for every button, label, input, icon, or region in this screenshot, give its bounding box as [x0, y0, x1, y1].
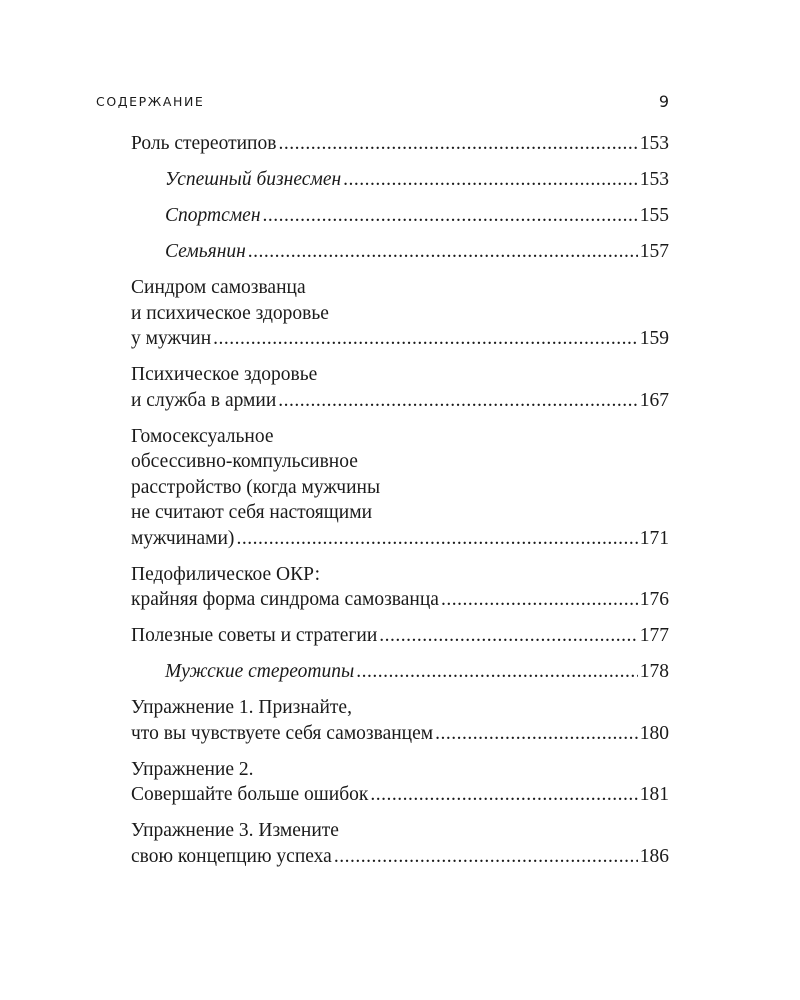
toc-entry-leader-row: [131, 721, 669, 747]
toc-entry: [131, 623, 669, 649]
toc-entry-leader-row: [131, 326, 669, 352]
toc-entry-title-line: Совершайте больше ошибок: [131, 784, 369, 805]
page-number: 9: [658, 91, 669, 111]
dot-leader: [278, 131, 637, 157]
toc-page-number: 155: [639, 205, 669, 226]
toc-entry-title-line: и служба в армии: [131, 389, 277, 411]
toc-entry-leader-row: [165, 167, 669, 193]
dot-leader: [379, 623, 637, 649]
section-title: СОДЕРЖАНИЕ: [96, 93, 205, 109]
toc-entry-title-line: свою концепцию успеха: [131, 845, 332, 867]
toc-entry-title-line: Семьянин: [165, 241, 246, 262]
toc-entry-leader-row: [165, 239, 669, 265]
toc-entry-leader-row: [131, 623, 669, 649]
dot-leader: [213, 326, 638, 352]
toc-entry: [131, 757, 669, 808]
toc-entry-title-line: Синдром самозванца: [131, 277, 306, 298]
toc-subentry: [131, 239, 669, 265]
toc-entry: [131, 562, 669, 613]
toc-entry-leader-row: [165, 203, 669, 229]
dot-leader: [356, 659, 638, 685]
toc-entry-leader-row: [131, 526, 669, 552]
toc-entry-leader-row: [131, 844, 669, 870]
toc-entry-title-line: Роль стереотипов: [131, 133, 277, 154]
toc-entry-title-line: мужчинами): [131, 527, 235, 549]
toc-subentry: [131, 659, 669, 685]
toc-page-number: 177: [639, 625, 669, 646]
dot-leader: [334, 844, 638, 870]
toc-entry-leader-row: [131, 587, 669, 613]
running-head: [96, 90, 669, 112]
toc-page-number: 178: [639, 661, 669, 682]
toc-subentry: [131, 203, 669, 229]
toc-page-number: 153: [639, 133, 669, 154]
toc-entry: [131, 818, 669, 869]
dot-leader: [343, 167, 638, 193]
toc-page-number: 159: [639, 328, 669, 349]
toc-entry-leader-row: [165, 659, 669, 685]
toc-page-number: 171: [639, 527, 669, 549]
dot-leader: [435, 721, 638, 747]
toc-page-number: 167: [639, 389, 669, 411]
dot-leader: [263, 203, 638, 229]
dot-leader: [278, 388, 637, 414]
toc-entry: [131, 131, 669, 157]
toc-subentry: [131, 167, 669, 193]
toc-entry-title-line: обсессивно-компульсивное: [131, 451, 358, 472]
toc-entry-title-line: у мужчин: [131, 328, 212, 349]
toc-entry-title-line: Гомосексуальное: [131, 425, 274, 447]
toc-entry-title-line: крайняя форма синдрома самозванца: [131, 589, 439, 610]
toc-entry-title-line: что вы чувствуете себя самозванцем: [131, 722, 434, 744]
toc-entry-title-line: Спортсмен: [165, 205, 261, 226]
toc-page-number: 186: [639, 845, 669, 867]
toc-page-number: 153: [639, 169, 669, 190]
toc-entry-title-line: и психическое здоровье: [131, 302, 329, 324]
toc-page-number: 176: [639, 589, 669, 610]
toc-entry-title-line: расстройство (когда мужчины: [131, 476, 381, 498]
toc-entry-leader-row: [131, 782, 669, 808]
toc-entry-title-line: Полезные советы и стратегии: [131, 625, 378, 646]
toc-entry-title-line: Упражнение 1. Признайте,: [131, 697, 352, 718]
toc-page-number: 181: [639, 784, 669, 805]
toc-entry-title-line: Педофилическое ОКР:: [131, 563, 321, 585]
toc-entry-title-line: Психическое здоровье: [131, 364, 318, 385]
toc-entry-leader-row: [131, 131, 669, 157]
toc-page-number: 180: [639, 722, 669, 744]
toc-entry-title-line: Упражнение 3. Измените: [131, 820, 339, 841]
toc-page-number: 157: [639, 241, 669, 262]
toc-entry: [131, 695, 669, 746]
dot-leader: [236, 526, 637, 552]
dot-leader: [441, 587, 638, 613]
toc-entry-title-line: Мужские стереотипы: [165, 661, 355, 682]
toc-entry: [131, 362, 669, 413]
dot-leader: [248, 239, 638, 265]
dot-leader: [370, 782, 637, 808]
toc-entry-title-line: Успешный бизнесмен: [165, 169, 342, 190]
toc-entry: [131, 275, 669, 352]
toc-entry-leader-row: [131, 388, 669, 414]
toc-entry: [131, 424, 669, 552]
table-of-contents: [131, 131, 669, 869]
toc-entry-title-line: Упражнение 2.: [131, 758, 254, 780]
toc-entry-title-line: не считают себя настоящими: [131, 502, 373, 523]
